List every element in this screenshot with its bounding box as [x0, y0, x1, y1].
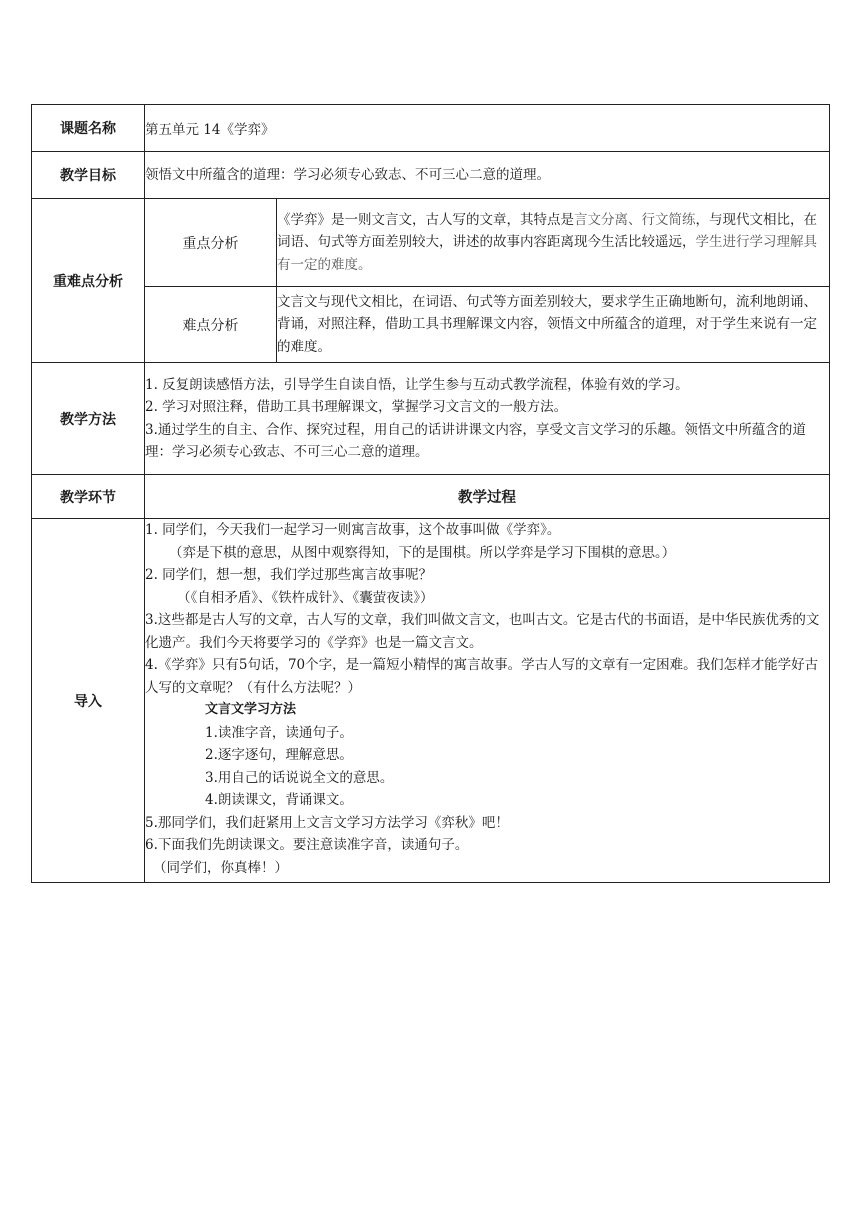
- lesson-plan-table: [31, 104, 830, 883]
- intro-line: 5.那同学们，我们赶紧用上文言文学习方法学习《弈秋》吧！: [145, 814, 509, 831]
- goal-label: 教学目标: [32, 152, 145, 199]
- key-point-label: 重点分析: [145, 199, 277, 287]
- method-step: 2.逐字逐句，理解意思。: [205, 747, 353, 763]
- row-method: [32, 363, 830, 475]
- intro-line: （同学们，你真棒！）: [153, 859, 288, 876]
- method-item: 2. 学习对照注释，借助工具书理解课文，掌握学习文言文的一般方法。: [145, 399, 568, 415]
- row-process-header: [32, 475, 830, 519]
- intro-line: 2. 同学们，想一想，我们学过那些寓言故事呢？: [145, 567, 433, 583]
- key-point-text: [277, 199, 830, 287]
- topic-value: 第五单元 14《学弈》: [145, 105, 830, 152]
- method-step: 1.读准字音，读通句子。: [205, 724, 353, 741]
- intro-line: （弈是下棋的意思，从图中观察得知，下的是围棋。所以学弈是学习下围棋的意思。）: [169, 544, 676, 561]
- intro-line: 1. 同学们，今天我们一起学习一则寓言故事，这个故事叫做《学弈》。: [145, 522, 561, 538]
- difficult-point-text: 文言文与现代文相比，在词语、句式等方面差别较大，要求学生正确地断句，流利地朗诵、背诵，对照注释，借助工具书理解课文内容，领悟文中所蕴含的道理，对于学生来说有一定的难度。: [277, 287, 830, 363]
- goal-value: 领悟文中所蕴含的道理：学习必须专心致志、不可三心二意的道理。: [145, 152, 830, 199]
- method-list: [145, 363, 830, 475]
- process-step-label: 教学环节: [32, 475, 145, 519]
- method-step: 3.用自己的话说说全文的意思。: [205, 769, 394, 786]
- row-topic: [32, 105, 830, 152]
- intro-line: 4.《学弈》只有5句话，70个字，是一篇短小精悍的寓言故事。学古人写的文章有一定困难。我们怎样才能学好古人写的文章呢？（有什么方法呢？）: [145, 657, 819, 696]
- intro-label: 导入: [32, 519, 145, 883]
- process-title: 教学过程: [145, 475, 830, 519]
- row-intro: [32, 519, 830, 883]
- key-point-text-d: 学生进行学习理解具有一定的难度。: [277, 234, 817, 273]
- key-point-text-a: 《学弈》是一则文言文，古人写的文章，其特点是: [277, 211, 574, 228]
- intro-line: 6.下面我们先朗读课文。要注意读准字音，读通句子。: [145, 837, 469, 853]
- key-point-text-c: ，与现代文相比，在词语、句式等方面差别较大，讲述的故事内容距离现今生活比较遥远，: [277, 211, 817, 251]
- intro-content: [145, 519, 830, 883]
- row-key-point: [32, 199, 830, 287]
- difficult-point-label: 难点分析: [145, 287, 277, 363]
- method-item: 3.通过学生的自主、合作、探究过程，用自己的话讲讲课文内容，享受文言文学习的乐趣。领悟文中所蕴含的道理：学习必须专心致志、不可三心二意的道理。: [145, 421, 806, 460]
- topic-label: 课题名称: [32, 105, 145, 152]
- focus-label: 重难点分析: [32, 199, 145, 363]
- row-goal: [32, 152, 830, 199]
- method-step: 4.朗读课文，背诵课文。: [205, 792, 353, 808]
- method-subtitle: 文言文学习方法: [205, 702, 297, 717]
- intro-line: 3.这些都是古人写的文章，古人写的文章，我们叫做文言文，也叫古文。它是古代的书面语，是中华民族优秀的文化遗产。我们今天将要学习的《学弈》也是一篇文言文。: [145, 612, 820, 651]
- intro-line: （《自相矛盾》、《铁杵成针》、《囊萤夜读》）: [177, 589, 434, 606]
- method-item: 1. 反复朗读感悟方法，引导学生自读自悟，让学生参与互动式教学流程，体验有效的学习。: [145, 376, 689, 393]
- key-point-text-b: 言文分离、行文简练: [574, 211, 696, 228]
- row-difficult-point: [32, 287, 830, 363]
- method-label: 教学方法: [32, 363, 145, 475]
